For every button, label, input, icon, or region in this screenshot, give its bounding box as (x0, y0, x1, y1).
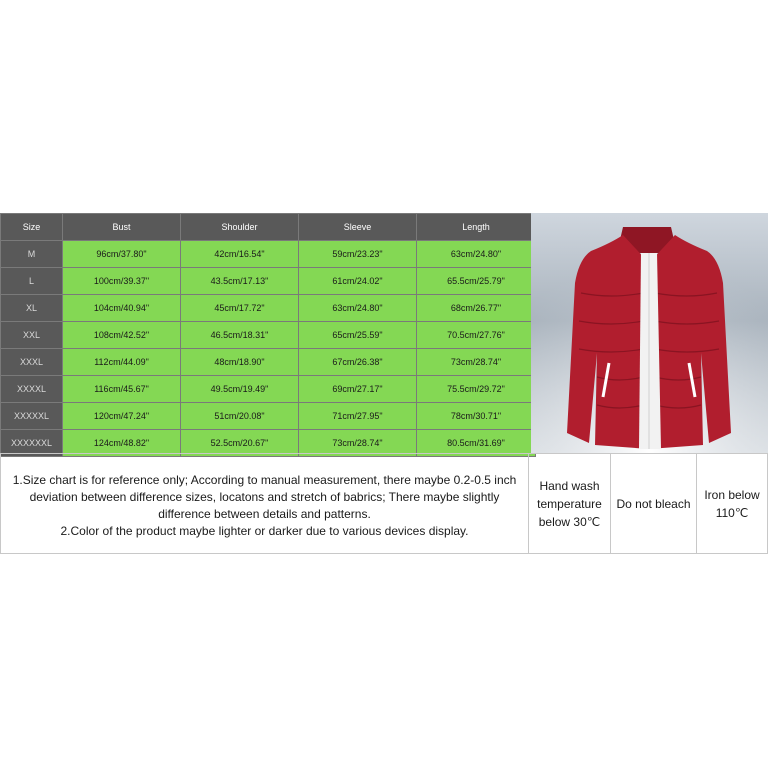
header-shoulder: Shoulder (181, 214, 299, 241)
size-chart-header-row (1, 214, 536, 241)
size-cell: L (1, 268, 63, 295)
size-chart-table (0, 213, 536, 457)
length-cell: 63cm/24.80" (417, 241, 536, 268)
size-cell: M (1, 241, 63, 268)
bust-cell: 100cm/39.37" (63, 268, 181, 295)
size-notes (0, 453, 529, 554)
table-row (1, 295, 536, 322)
care-text: Do not bleach (616, 496, 691, 511)
care-iron (697, 453, 768, 554)
length-cell: 68cm/26.77" (417, 295, 536, 322)
table-row (1, 349, 536, 376)
sleeve-cell: 63cm/24.80" (299, 295, 417, 322)
sleeve-cell: 59cm/23.23" (299, 241, 417, 268)
shoulder-cell: 45cm/17.72" (181, 295, 299, 322)
length-cell: 65.5cm/25.79" (417, 268, 536, 295)
length-cell: 80.5cm/31.69" (417, 430, 536, 457)
size-cell: XXXXXXL (1, 430, 63, 457)
care-no-bleach (611, 453, 697, 554)
length-cell: 78cm/30.71" (417, 403, 536, 430)
note-line: 1.Size chart is for reference only; According to manual measurement, there maybe 0.2-0.5 inch (12, 473, 517, 487)
sleeve-cell: 71cm/27.95" (299, 403, 417, 430)
care-hand-wash (529, 453, 611, 554)
jacket-illustration (531, 213, 768, 453)
table-row (1, 322, 536, 349)
shoulder-cell: 43.5cm/17.13" (181, 268, 299, 295)
bust-cell: 124cm/48.82" (63, 430, 181, 457)
header-bust: Bust (63, 214, 181, 241)
header-sleeve: Sleeve (299, 214, 417, 241)
table-row (1, 268, 536, 295)
care-text: below 30℃ (538, 514, 601, 529)
sleeve-cell: 73cm/28.74" (299, 430, 417, 457)
shoulder-cell: 49.5cm/19.49" (181, 376, 299, 403)
shoulder-cell: 52.5cm/20.67" (181, 430, 299, 457)
length-cell: 70.5cm/27.76" (417, 322, 536, 349)
bust-cell: 120cm/47.24" (63, 403, 181, 430)
bust-cell: 96cm/37.80" (63, 241, 181, 268)
note-line: difference between details and patterns. (158, 507, 371, 521)
product-photo (531, 213, 768, 453)
care-text: Hand wash (539, 478, 600, 493)
size-cell: XXXXL (1, 376, 63, 403)
table-row (1, 403, 536, 430)
size-cell: XL (1, 295, 63, 322)
size-cell: XXL (1, 322, 63, 349)
shoulder-cell: 51cm/20.08" (181, 403, 299, 430)
sleeve-cell: 67cm/26.38" (299, 349, 417, 376)
care-text: temperature (537, 496, 602, 511)
table-row (1, 376, 536, 403)
shoulder-cell: 42cm/16.54" (181, 241, 299, 268)
bust-cell: 116cm/45.67" (63, 376, 181, 403)
note-line: deviation between difference sizes, locatons and stretch of babrics; There maybe slightly (29, 490, 500, 504)
sleeve-cell: 65cm/25.59" (299, 322, 417, 349)
shoulder-cell: 46.5cm/18.31" (181, 322, 299, 349)
care-text: 110℃ (715, 505, 749, 520)
length-cell: 75.5cm/29.72" (417, 376, 536, 403)
sleeve-cell: 69cm/27.17" (299, 376, 417, 403)
care-text: Iron below (704, 487, 760, 502)
bust-cell: 112cm/44.09" (63, 349, 181, 376)
size-cell: XXXL (1, 349, 63, 376)
length-cell: 73cm/28.74" (417, 349, 536, 376)
bust-cell: 104cm/40.94" (63, 295, 181, 322)
bust-cell: 108cm/42.52" (63, 322, 181, 349)
sleeve-cell: 61cm/24.02" (299, 268, 417, 295)
shoulder-cell: 48cm/18.90" (181, 349, 299, 376)
header-size: Size (1, 214, 63, 241)
header-length: Length (417, 214, 536, 241)
note-line: 2.Color of the product maybe lighter or darker due to various devices display. (60, 524, 469, 538)
size-cell: XXXXXL (1, 403, 63, 430)
table-row (1, 241, 536, 268)
